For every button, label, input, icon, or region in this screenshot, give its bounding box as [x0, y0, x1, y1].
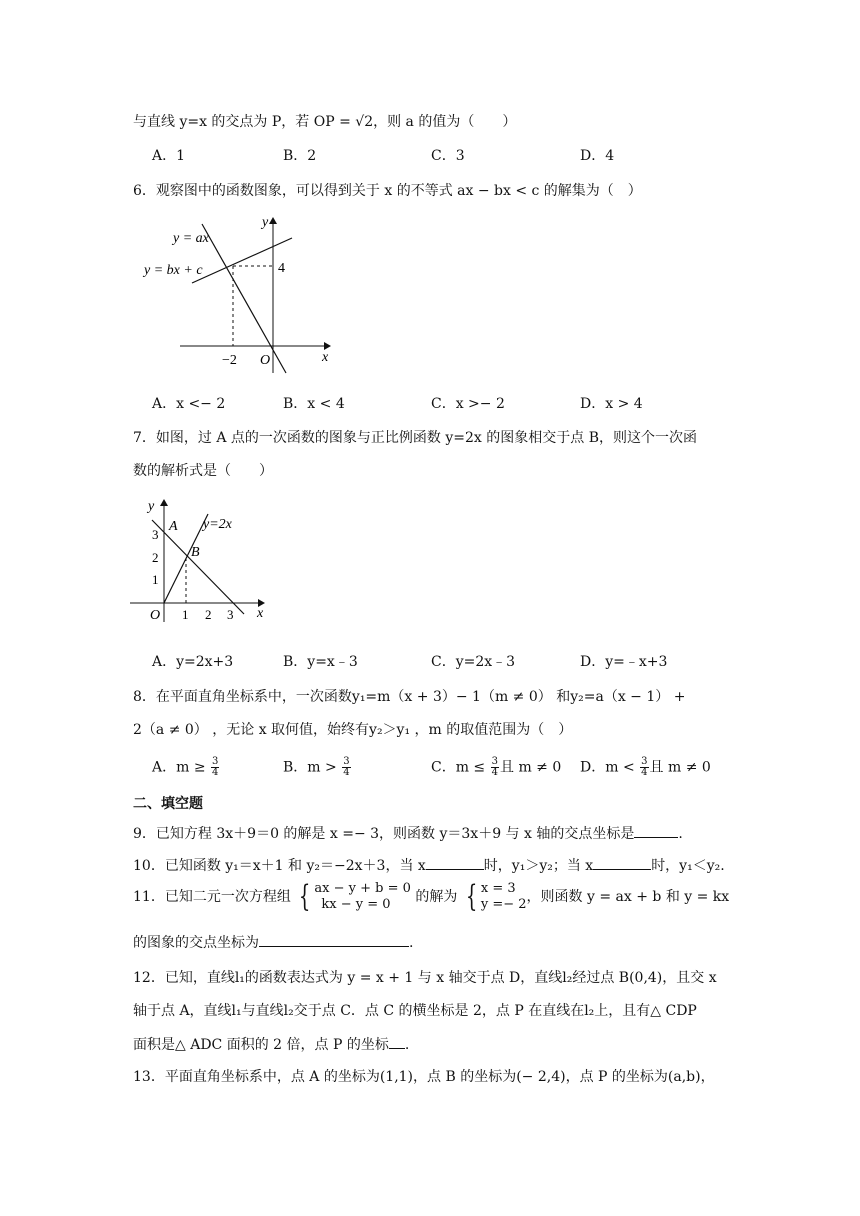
- q7-ytick-2: 2: [152, 550, 159, 565]
- q11-part3: ，则函数 y = ax + b 和 y = kx: [526, 889, 730, 905]
- q7-origin: O: [150, 608, 161, 623]
- q12-answer-blank[interactable]: [389, 1034, 405, 1049]
- q6-option-d: D．x > 4: [580, 396, 643, 412]
- q7-xtick-2: 2: [205, 607, 212, 622]
- q6-option-c: C．x >− 2: [431, 396, 505, 412]
- q7-y-label: y: [148, 499, 155, 514]
- q10-part3: 时，y₁＜y₂.: [651, 858, 725, 874]
- q11-eq1: ax − y + b = 0: [314, 881, 411, 896]
- q7-stem-line1: 7．如图，过 A 点的一次函数的图象与正比例函数 y=2x 的图象相交于点 B，则这个一次函: [133, 430, 697, 446]
- q7-label-a: A: [169, 519, 178, 534]
- q6-label-ax: y = ax: [173, 231, 209, 246]
- q6-figure: [140, 208, 340, 378]
- q6-stem: 6．观察图中的函数图象，可以得到关于 x 的不等式 ax − bx < c 的解集为（ ）: [133, 183, 642, 199]
- q11-line2-text: 的图象的交点坐标为: [133, 935, 259, 951]
- q9-end: .: [678, 826, 683, 842]
- q8-option-c-frac: $\frac{3}{4}$: [491, 756, 498, 778]
- q8-option-d-suffix: 且 m ≠ 0: [649, 759, 711, 776]
- q8-option-c-suffix: 且 m ≠ 0: [500, 759, 562, 776]
- q12-line2: 轴于点 A，直线l₁与直线l₂交于点 C．点 C 的横坐标是 2，点 P 在直线在l₂上，且有△ CDP: [133, 1003, 697, 1019]
- q6-label-bxc: y = bx + c: [144, 263, 203, 278]
- q11-brace-right: {: [465, 879, 478, 914]
- q13-stem: 13．平面直角坐标系中，点 A 的坐标为(1,1)，点 B 的坐标为(− 2,4)，点 P 的坐标为(a,b)，: [133, 1069, 715, 1085]
- q7-xtick-1: 1: [182, 607, 189, 622]
- q7-option-c: C．y=2x﹣3: [431, 654, 516, 670]
- q10-answer-blank-2[interactable]: [593, 855, 651, 870]
- q8-option-b: [283, 757, 352, 778]
- q8-option-d: [580, 757, 711, 778]
- q6-option-b: B．x < 4: [283, 396, 345, 412]
- q12-end: .: [404, 1037, 410, 1053]
- q11-system: [314, 881, 411, 913]
- q9-stem: [133, 823, 683, 844]
- q12-line3: [133, 1034, 409, 1055]
- q11-eq2: kx − y = 0: [321, 897, 391, 912]
- q7-option-b: B．y=x﹣3: [283, 654, 358, 670]
- q8-option-a: [152, 757, 220, 778]
- q6-tick-4: 4: [278, 261, 285, 276]
- q7-label-b: B: [191, 545, 200, 560]
- q9-answer-blank[interactable]: [634, 823, 678, 838]
- q9-text: 9．已知方程 3x＋9＝0 的解是 x =− 3，则函数 y＝3x＋9 与 x 轴的交点坐标是: [133, 826, 635, 842]
- q7-xtick-3: 3: [227, 607, 234, 622]
- q8-stem-line2: 2（a ≠ 0） ，无论 x 取何值，始终有y₂＞y₁ ，m 的取值范围为（ ）: [133, 722, 573, 738]
- q6-tick-m2: −2: [222, 353, 237, 368]
- q8-option-a-frac: $\frac{3}{4}$: [212, 756, 219, 778]
- q6-option-a: A．x <− 2: [152, 396, 226, 412]
- q10-stem: [133, 855, 725, 876]
- q8-option-c-text: C．m ≤: [431, 759, 490, 776]
- q7-figure: [126, 492, 276, 627]
- q6-y-label: y: [262, 215, 269, 230]
- q10-answer-blank-1[interactable]: [426, 855, 484, 870]
- q11-part2: 的解为: [415, 889, 458, 905]
- q6-x-label: x: [322, 350, 329, 365]
- q11-brace-left: {: [299, 879, 311, 914]
- q10-part2: 时，y₁＞y₂；当 x: [483, 858, 594, 874]
- q11-solution: [481, 881, 527, 913]
- q8-option-d-frac: $\frac{3}{4}$: [641, 756, 648, 778]
- q5-option-a: A．1: [152, 148, 186, 164]
- q12-line1: 12．已知，直线l₁的函数表达式为 y = x + 1 与 x 轴交于点 D，直线l₂经过点 B(0,4)，且交 x: [133, 970, 717, 986]
- q7-ytick-1: 1: [152, 572, 159, 587]
- q11-sol1: x = 3: [480, 881, 516, 896]
- q8-option-d-text: D．m <: [580, 759, 640, 776]
- q8-stem-line1: 8．在平面直角坐标系中，一次函数y₁=m（x + 3）− 1（m ≠ 0） 和y₂=a（x − 1） +: [133, 689, 686, 705]
- q11-end: .: [409, 935, 414, 951]
- q12-line3-text: 面积是△ ADC 面积的 2 倍，点 P 的坐标: [133, 1037, 389, 1053]
- q11-answer-blank[interactable]: [259, 932, 409, 947]
- q8-option-b-text: B．m >: [283, 759, 342, 776]
- q7-ytick-3: 3: [152, 527, 159, 542]
- q5-option-c: C．3: [431, 148, 465, 164]
- q7-label-line: y=2x: [203, 517, 232, 532]
- q11-stem: [133, 880, 729, 914]
- q7-x-label: x: [257, 606, 264, 621]
- q6-origin: O: [260, 353, 271, 368]
- q11-line2: [133, 932, 413, 953]
- q7-stem-line2: 数的解析式是（ ）: [133, 463, 273, 479]
- q11-part1: 11．已知二元一次方程组: [133, 889, 291, 905]
- q10-part1: 10．已知函数 y₁＝x＋1 和 y₂＝−2x＋3，当 x: [133, 858, 426, 874]
- q5-option-b: B．2: [283, 148, 317, 164]
- q11-sol2: y =− 2: [480, 897, 527, 912]
- q5-stem: 与直线 y=x 的交点为 P，若 OP = √2，则 a 的值为（ ）: [133, 114, 517, 130]
- q8-option-b-frac: $\frac{3}{4}$: [343, 756, 350, 778]
- q5-option-d: D．4: [580, 148, 615, 164]
- section-heading-fill-in: 二、填空题: [133, 796, 203, 812]
- q8-option-a-text: A．m ≥: [152, 759, 211, 776]
- q7-option-a: A．y=2x+3: [152, 654, 234, 670]
- q7-option-d: D．y=﹣x+3: [580, 654, 668, 670]
- q8-option-c: [431, 757, 561, 778]
